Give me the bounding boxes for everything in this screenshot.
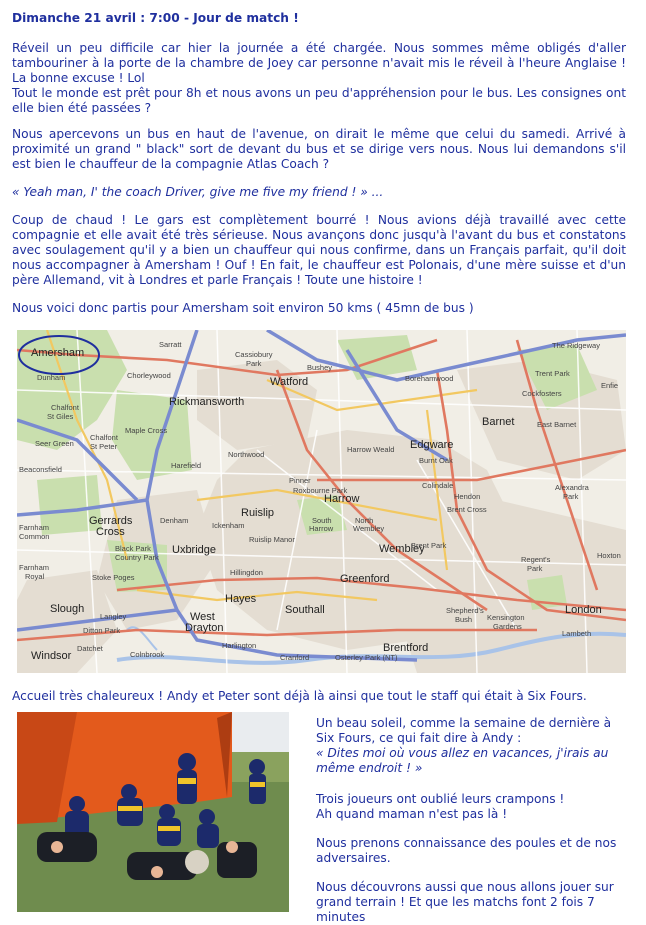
svg-text:Rickmansworth: Rickmansworth [169, 396, 245, 408]
svg-text:Park: Park [246, 359, 262, 368]
svg-text:East Barnet: East Barnet [537, 420, 577, 429]
svg-text:London: London [565, 604, 602, 616]
svg-text:Chalfont: Chalfont [90, 433, 118, 442]
svg-text:Cross: Cross [96, 526, 125, 538]
svg-text:Ruislip Manor: Ruislip Manor [249, 535, 295, 544]
svg-text:Harrow: Harrow [324, 493, 360, 505]
svg-text:West: West [190, 611, 215, 623]
svg-text:Colindale: Colindale [422, 481, 454, 490]
svg-text:Seer Green: Seer Green [35, 439, 74, 448]
svg-text:Uxbridge: Uxbridge [172, 544, 217, 556]
svg-text:Brent Cross: Brent Cross [447, 505, 487, 514]
svg-text:Ditton Park: Ditton Park [83, 626, 121, 635]
svg-text:Greenford: Greenford [340, 573, 390, 585]
svg-text:South: South [312, 516, 332, 525]
svg-text:Pinner: Pinner [289, 476, 311, 485]
svg-text:Watford: Watford [270, 376, 309, 388]
svg-text:Black Park: Black Park [115, 544, 151, 553]
svg-text:North: North [355, 516, 374, 525]
route-map-svg [17, 330, 626, 673]
svg-text:Cockfosters: Cockfosters [522, 389, 562, 398]
svg-text:Beaconsfield: Beaconsfield [19, 465, 62, 474]
team-photo [17, 712, 289, 912]
svg-text:Stoke Poges: Stoke Poges [92, 573, 135, 582]
side-quote-andy: « Dites moi où vous allez en vacances, j'irais au même endroit ! » [316, 746, 609, 775]
svg-text:Hayes: Hayes [225, 593, 257, 605]
side-sunshine: Un beau soleil, comme la semaine de dernière à Six Fours, ce qui fait dire à Andy : [316, 716, 612, 745]
svg-text:The Ridgeway: The Ridgeway [552, 341, 600, 350]
svg-text:Cassiobury: Cassiobury [235, 350, 273, 359]
svg-text:Hillingdon: Hillingdon [230, 568, 263, 577]
svg-text:Sarratt: Sarratt [159, 340, 182, 349]
svg-text:Denham: Denham [160, 516, 189, 525]
svg-text:Brentford: Brentford [383, 642, 429, 654]
svg-text:Harefield: Harefield [171, 461, 202, 470]
svg-text:Shepherd's: Shepherd's [446, 606, 484, 615]
svg-text:Farnham: Farnham [19, 563, 50, 572]
svg-text:Edgware: Edgware [410, 439, 454, 451]
svg-text:Amersham: Amersham [31, 347, 85, 359]
svg-text:Park: Park [563, 492, 579, 501]
svg-text:Chalfont: Chalfont [51, 403, 79, 412]
svg-text:Gerrards: Gerrards [89, 515, 133, 527]
svg-text:Ickenham: Ickenham [212, 521, 245, 530]
side-pools: Nous prenons connaissance des poules et de nos adversaires. [316, 836, 617, 865]
page-heading: Dimanche 21 avril : 7:00 - Jour de match ! [12, 11, 299, 25]
svg-text:Dunham: Dunham [37, 373, 66, 382]
paragraph-ready: Tout le monde est prêt pour 8h et nous avons un peu d'appréhension pour le bus. Les consignes ont elle bien été passées ? [12, 86, 626, 115]
svg-text:Barnet: Barnet [482, 416, 515, 428]
svg-text:Slough: Slough [50, 603, 85, 615]
paragraph-driver-story: Coup de chaud ! Le gars est complètement bourré ! Nous avions déjà travaillé avec cette compagnie et elle avait été très sérieuse. Nous avançons donc jusqu'à l'avant du bus et constatons avec soulagement qu'il y a bien un chauffeur qui nous confirme, dans un Français parfait, qu'il doit nous accompagner à Amersham ! Ouf ! En fait, le chauffeur est Polonais, d'une mère suisse et d'un père Allemand, vit à Londres et parle Français ! Toute une histoire ! [12, 213, 626, 287]
svg-text:Bush: Bush [455, 615, 473, 624]
side-boots-forgotten: Trois joueurs ont oublié leurs crampons ! [316, 792, 565, 806]
svg-text:Farnham: Farnham [19, 523, 50, 532]
svg-text:Harrow Weald: Harrow Weald [347, 445, 395, 454]
svg-text:Ruislip: Ruislip [241, 507, 275, 519]
paragraph-departure: Nous voici donc partis pour Amersham soit environ 50 kms ( 45mn de bus ) [12, 301, 474, 315]
paragraph-quote-driver: « Yeah man, I' the coach Driver, give me five my friend ! » ... [12, 185, 384, 199]
svg-text:Trent Park: Trent Park [535, 369, 570, 378]
svg-text:Harlington: Harlington [222, 641, 257, 650]
svg-text:Windsor: Windsor [31, 650, 72, 662]
svg-text:Southall: Southall [285, 604, 325, 616]
svg-text:St Peter: St Peter [90, 442, 118, 451]
svg-text:Regent's: Regent's [521, 555, 551, 564]
svg-text:Datchet: Datchet [77, 644, 103, 653]
paragraph-wakeup: Réveil un peu difficile car hier la journée a été chargée. Nous sommes même obligés d'aller tambouriner à la porte de la chambre de Joey car personne n'avait mis le réveil à l'heure Anglaise ! La bonne excuse ! Lol [12, 41, 626, 85]
svg-text:Bushey: Bushey [307, 363, 333, 372]
svg-text:Maple Cross: Maple Cross [125, 426, 168, 435]
svg-text:Osterley Park (NT): Osterley Park (NT) [335, 653, 398, 662]
svg-text:Drayton: Drayton [185, 622, 224, 634]
svg-text:Hendon: Hendon [454, 492, 481, 501]
svg-text:Kensington: Kensington [487, 613, 525, 622]
svg-text:Harrow: Harrow [309, 524, 334, 533]
svg-text:Wembley: Wembley [379, 543, 425, 555]
svg-text:Park: Park [527, 564, 543, 573]
svg-text:Alexandra: Alexandra [555, 483, 589, 492]
svg-text:Northwood: Northwood [228, 450, 265, 459]
svg-text:Country Park: Country Park [115, 553, 159, 562]
paragraph-welcome: Accueil très chaleureux ! Andy et Peter sont déjà là ainsi que tout le staff qui était à Six Fours. [12, 689, 587, 703]
svg-text:Hoxton: Hoxton [597, 551, 621, 560]
route-map [17, 330, 626, 673]
svg-text:Lambeth: Lambeth [562, 629, 592, 638]
svg-text:St Giles: St Giles [47, 412, 74, 421]
paragraph-bus: Nous apercevons un bus en haut de l'avenue, on dirait le même que celui du samedi. Arrivé à proximité un grand " black" sort de devant du bus et se dirige vers nous. Nous lui demandons s'il est bien le chauffeur de la compagnie Atlas Coach ? [12, 127, 626, 171]
svg-text:Borehamwood: Borehamwood [405, 374, 454, 383]
svg-text:Roxbourne Park: Roxbourne Park [293, 486, 348, 495]
svg-text:Brent Park: Brent Park [411, 541, 447, 550]
svg-text:Wembley: Wembley [353, 524, 385, 533]
svg-text:Enfie: Enfie [601, 381, 619, 390]
svg-text:Common: Common [19, 532, 50, 541]
svg-text:Royal: Royal [25, 572, 45, 581]
side-mum-absent: Ah quand maman n'est pas là ! [316, 807, 508, 821]
svg-text:Chorleywood: Chorleywood [127, 371, 171, 380]
svg-text:Cranford: Cranford [280, 653, 310, 662]
svg-text:Burnt Oak: Burnt Oak [419, 456, 453, 465]
side-big-field: Nous découvrons aussi que nous allons jouer sur grand terrain ! Et que les matchs font 2 fois 7 minutes [316, 880, 614, 924]
svg-text:Gardens: Gardens [493, 622, 522, 631]
svg-text:Colnbrook: Colnbrook [130, 650, 165, 659]
svg-text:Langley: Langley [100, 612, 127, 621]
